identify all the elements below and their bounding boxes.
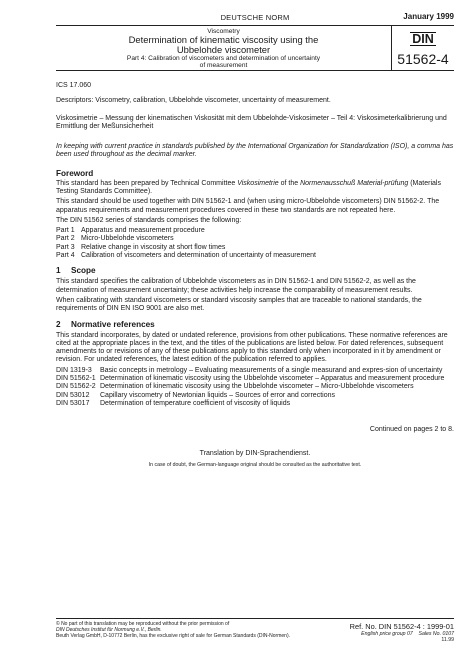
german-title: Viskosimetrie – Messung der kinematischen Viskosität mit dem Ubbelohde-Viskosimeter – Teil 4: Viskosimeterkalibrierung und Ermittlung der Meßunsicherheit	[56, 114, 447, 130]
list-item: Part 1 Apparatus and measurement procedure	[56, 227, 205, 235]
translation-note: In case of doubt, the German-language original should be consulted as the authoritative text.	[148, 462, 362, 469]
norm-label: DEUTSCHE NORM	[220, 13, 290, 22]
list-item: Part 3 Relative change in viscosity at short flow times	[56, 243, 226, 251]
foreword-paragraph-3: The DIN 51562 series of standards comprises the following:	[56, 216, 242, 224]
title-line-1: Determination of kinematic viscosity using the	[128, 34, 319, 45]
title-block	[56, 26, 454, 71]
copyright-notice: © No part of this translation may be reproduced without the prior permission of DIN Deutsches Institut für Normung e.V., Berlin. Beuth Verlag GmbH, D-10772 Berlin, has the exclusive right of sale for German Standards (DIN-Normen).	[56, 621, 290, 639]
price-group: English price group 07 Sales No. 0107	[361, 631, 454, 637]
normative-references-heading: 2 Normative references	[56, 319, 155, 329]
parts-list	[56, 227, 454, 260]
part-line-2: of measurement	[199, 62, 248, 70]
foreword-heading: Foreword	[56, 168, 94, 178]
part-line-1: Part 4: Calibration of viscometers and determination of uncertainty	[126, 55, 321, 62]
normative-paragraph: This standard incorporates, by dated or undated reference, provisions from other publications. These normative references are cited at the appropriate places in the text, and the titles of the publications are listed below. For dated references, subsequent amendments to or revisions of any of these publications apply to this standard only when incorporated in it by amendment or revision. For undated references, the latest edition of the publication referred to applies.	[56, 331, 448, 364]
standard-number: 51562-4	[397, 51, 449, 67]
list-item: Part 4 Calibration of viscometers and determination of uncertainty of measurement	[56, 252, 317, 260]
page-footer	[56, 618, 454, 643]
reference-item: DIN 1319-3 Basic concepts in metrology – Evaluating measurements of a single measurand and expres-sion of uncertainty	[56, 366, 443, 374]
foreword-paragraph-2: This standard should be used together with DIN 51562-1 and (when using micro-Ubbelohde viscometers) DIN 51562-2. The apparatus requirements and measurement procedures covered in these two standards are not repeated here.	[56, 198, 440, 214]
print-code: 11.99	[441, 637, 454, 643]
title-line-2: Ubbelohde viscometer	[176, 44, 271, 55]
reference-item: DIN 53017 Determination of temperature coefficient of viscosity of liquids	[56, 399, 291, 407]
descriptors: Descriptors: Viscometry, calibration, Ubbelohde viscometer, uncertainty of measurement.	[56, 97, 331, 105]
foreword-paragraph-1: This standard has been prepared by Technical Committee Viskosimetrie of the Normenausschuß Material-prüfung (Materials Testing Standards Committee).	[56, 179, 441, 195]
reference-item: DIN 51562-1 Determination of kinematic viscosity using the Ubbelohde viscometer – Apparatus and measurement procedure	[56, 375, 445, 383]
continued-note: Continued on pages 2 to 8.	[369, 426, 454, 434]
document-page	[56, 12, 454, 468]
din-box	[391, 26, 454, 70]
reference-item: DIN 51562-2 Determination of kinematic viscosity using the Ubbelohde viscometer – Micro-Ubbelohde viscometers	[56, 383, 414, 391]
header-bar	[56, 12, 454, 26]
comma-note: In keeping with current practice in standards published by the International Organization for Standardization (ISO), a comma has been used throughout as the decimal marker.	[56, 143, 454, 159]
reference-block	[350, 622, 454, 643]
reference-number: Ref. No. DIN 51562-4 : 1999-01	[349, 622, 454, 631]
issue-date: January 1999	[403, 12, 454, 21]
title-main	[56, 26, 391, 70]
ics-code: ICS 17.060	[56, 82, 92, 89]
list-item: Part 2 Micro-Ubbelohde viscometers	[56, 235, 174, 243]
scope-paragraph-1: This standard specifies the calibration of Ubbelohde viscometers as in DIN 51562-1 and DIN 51562-2, as well as the determination of measurement uncertainty; these activities help increase the comparability of measurement results.	[56, 278, 416, 294]
scope-heading: 1 Scope	[56, 266, 96, 276]
reference-item: DIN 53012 Capillary viscometry of Newtonian liquids – Sources of error and corrections	[56, 391, 335, 399]
din-logo: DIN	[412, 32, 434, 46]
translation-credit: Translation by DIN-Sprachendienst.	[199, 450, 311, 458]
references-list	[56, 367, 454, 408]
category-label: Viscometry	[207, 28, 240, 35]
scope-paragraph-2: When calibrating with standard viscometers or standard viscosity samples that are traceable to national standards, the requirements of DIN EN ISO 9001 are also met.	[56, 296, 422, 313]
